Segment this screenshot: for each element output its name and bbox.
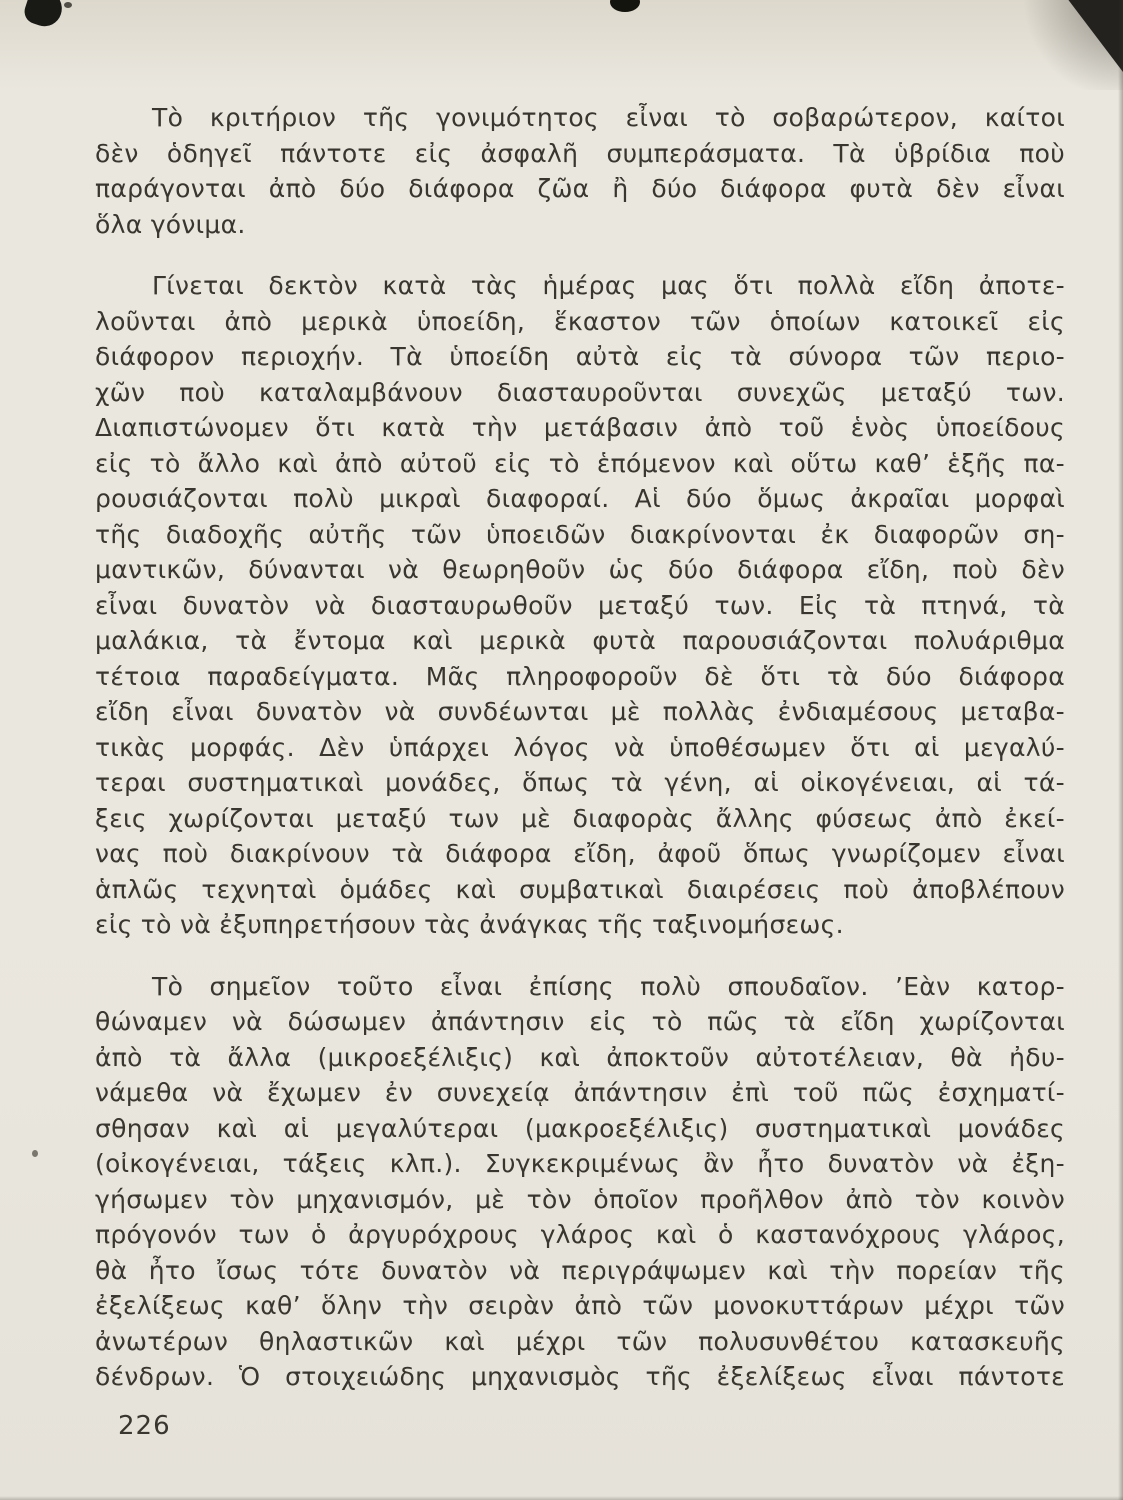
text-line: ρουσιάζονται πολὺ μικραὶ διαφοραί. Αἱ δύο ὅμως ἀκραῖαι μορφαὶ bbox=[95, 484, 1065, 513]
text-line: γήσωμεν τὸν μηχανισμόν, μὲ τὸν ὁποῖον προῆλθον ἀπὸ τὸν κοινὸν bbox=[95, 1184, 1065, 1214]
text-line: τέτοια παραδείγματα. Μᾶς πληροφοροῦν δὲ ὅτι τὰ δύο διάφορα bbox=[95, 661, 1065, 691]
text-line: λοῦνται ἀπὸ μερικὰ ὑποείδη, ἕκαστον τῶν ὁποίων κατοικεῖ εἰς bbox=[95, 306, 1065, 336]
text-line: νάμεθα νὰ ἔχωμεν ἐν συνεχείᾳ ἀπάντησιν ἐπὶ τοῦ πῶς ἐσχηματί- bbox=[95, 1078, 1065, 1107]
text-line: Γίνεται δεκτὸν κατὰ τὰς ἡμέρας μας ὅτι πολλὰ εἴδη ἀποτε- bbox=[152, 271, 1065, 300]
text-line: ἀπὸ τὰ ἄλλα (μικροεξέλιξις) καὶ ἀποκτοῦν αὐτοτέλειαν, θὰ ἠδυ- bbox=[95, 1042, 1065, 1072]
scan-corner-mark bbox=[1061, 0, 1123, 72]
text-line: δὲν ὁδηγεῖ πάντοτε εἰς ἀσφαλῆ συμπεράσματα. Τὰ ὑβρίδια ποὺ bbox=[95, 138, 1065, 168]
text-line: Τὸ κριτήριον τῆς γονιμότητος εἶναι τὸ σοβαρώτερον, καίτοι bbox=[152, 103, 1065, 132]
scan-speck bbox=[64, 2, 72, 8]
text-line: εἴδη εἶναι δυνατὸν νὰ συνδέωνται μὲ πολλὰς ἐνδιαμέσους μεταβα- bbox=[95, 697, 1065, 726]
text-line: χῶν ποὺ καταλαμβάνουν διασταυροῦνται συνεχῶς μεταξύ των. bbox=[95, 377, 1065, 407]
text-line: ξεις χωρίζονται μεταξύ των μὲ διαφορὰς ἄλλης φύσεως ἀπὸ ἐκεί- bbox=[95, 803, 1065, 833]
text-line: διάφορον περιοχήν. Τὰ ὑποείδη αὐτὰ εἰς τὰ σύνορα τῶν περιο- bbox=[95, 342, 1065, 371]
text-line: (οἰκογένειαι, τάξεις κλπ.). Συγκεκριμένως ἂν ἦτο δυνατὸν νὰ ἐξη- bbox=[95, 1149, 1065, 1178]
text-line: μαντικῶν, δύνανται νὰ θεωρηθοῦν ὡς δύο διάφορα εἴδη, ποὺ δὲν bbox=[95, 555, 1065, 584]
page-number: 226 bbox=[118, 1411, 171, 1441]
text-line: παράγονται ἀπὸ δύο διάφορα ζῶα ἢ δύο διάφορα φυτὰ δὲν εἶναι bbox=[95, 174, 1065, 203]
text-line: νας ποὺ διακρίνουν τὰ διάφορα εἴδη, ἀφοῦ ὅπως γνωρίζομεν εἶναι bbox=[95, 839, 1065, 868]
scan-corner-shadow bbox=[1013, 0, 1123, 90]
text-line: σθησαν καὶ αἱ μεγαλύτεραι (μακροεξέλιξις) συστηματικαὶ μονάδες bbox=[95, 1113, 1065, 1143]
paragraph bbox=[95, 268, 1065, 943]
scan-edge-shadow bbox=[1118, 0, 1123, 1500]
paragraph bbox=[95, 100, 1065, 242]
text-line: πρόγονόν των ὁ ἀργυρόχρους γλάρος καὶ ὁ καστανόχρους γλάρος, bbox=[95, 1220, 1065, 1249]
page-text bbox=[95, 100, 1065, 1421]
text-line: θὰ ἦτο ἴσως τότε δυνατὸν νὰ περιγράψωμεν καὶ τὴν πορείαν τῆς bbox=[95, 1255, 1065, 1285]
scan-speck bbox=[32, 1150, 38, 1157]
text-line: ἁπλῶς τεχνηταὶ ὁμάδες καὶ συμβατικαὶ διαιρέσεις ποὺ ἀποβλέπουν bbox=[95, 874, 1065, 904]
text-line: τικὰς μορφάς. Δὲν ὑπάρχει λόγος νὰ ὑποθέσωμεν ὅτι αἱ μεγαλύ- bbox=[95, 732, 1065, 762]
text-line: θώναμεν νὰ δώσωμεν ἀπάντησιν εἰς τὸ πῶς τὰ εἴδη χωρίζονται bbox=[95, 1007, 1065, 1036]
scan-edge-shadow bbox=[0, 1496, 1123, 1500]
text-line: ἐξελίξεως καθ’ ὅλην τὴν σειρὰν ἀπὸ τῶν μονοκυττάρων μέχρι τῶν bbox=[95, 1291, 1065, 1320]
text-line: μαλάκια, τὰ ἔντομα καὶ μερικὰ φυτὰ παρουσιάζονται πολυάριθμα bbox=[95, 626, 1065, 655]
text-line: τῆς διαδοχῆς αὐτῆς τῶν ὑποειδῶν διακρίνονται ἐκ διαφορῶν ση- bbox=[95, 519, 1065, 549]
scan-ink-blot bbox=[21, 0, 66, 31]
text-line: τεραι συστηματικαὶ μονάδες, ὅπως τὰ γένη, αἱ οἰκογένειαι, αἱ τά- bbox=[95, 768, 1065, 797]
scan-ink-blot bbox=[610, 0, 640, 12]
text-line: εἰς τὸ νὰ ἐξυπηρετήσουν τὰς ἀνάγκας τῆς ταξινομήσεως. bbox=[95, 910, 844, 939]
paragraph bbox=[95, 969, 1065, 1395]
text-line: ἀνωτέρων θηλαστικῶν καὶ μέχρι τῶν πολυσυνθέτου κατασκευῆς bbox=[95, 1326, 1065, 1356]
text-line: Διαπιστώνομεν ὅτι κατὰ τὴν μετάβασιν ἀπὸ τοῦ ἑνὸς ὑποείδους bbox=[95, 413, 1065, 442]
text-line: εἰς τὸ ἄλλο καὶ ἀπὸ αὐτοῦ εἰς τὸ ἑπόμενον καὶ οὕτω καθ’ ἑξῆς πα- bbox=[95, 448, 1065, 478]
text-line: ὅλα γόνιμα. bbox=[95, 209, 246, 239]
text-line: δένδρων. Ὁ στοιχειώδης μηχανισμὸς τῆς ἐξελίξεως εἶναι πάντοτε bbox=[95, 1362, 1065, 1391]
text-line: Τὸ σημεῖον τοῦτο εἶναι ἐπίσης πολὺ σπουδαῖον. ’Εὰν κατορ- bbox=[152, 971, 1065, 1001]
text-line: εἶναι δυνατὸν νὰ διασταυρωθοῦν μεταξύ των. Εἰς τὰ πτηνά, τὰ bbox=[95, 590, 1065, 620]
